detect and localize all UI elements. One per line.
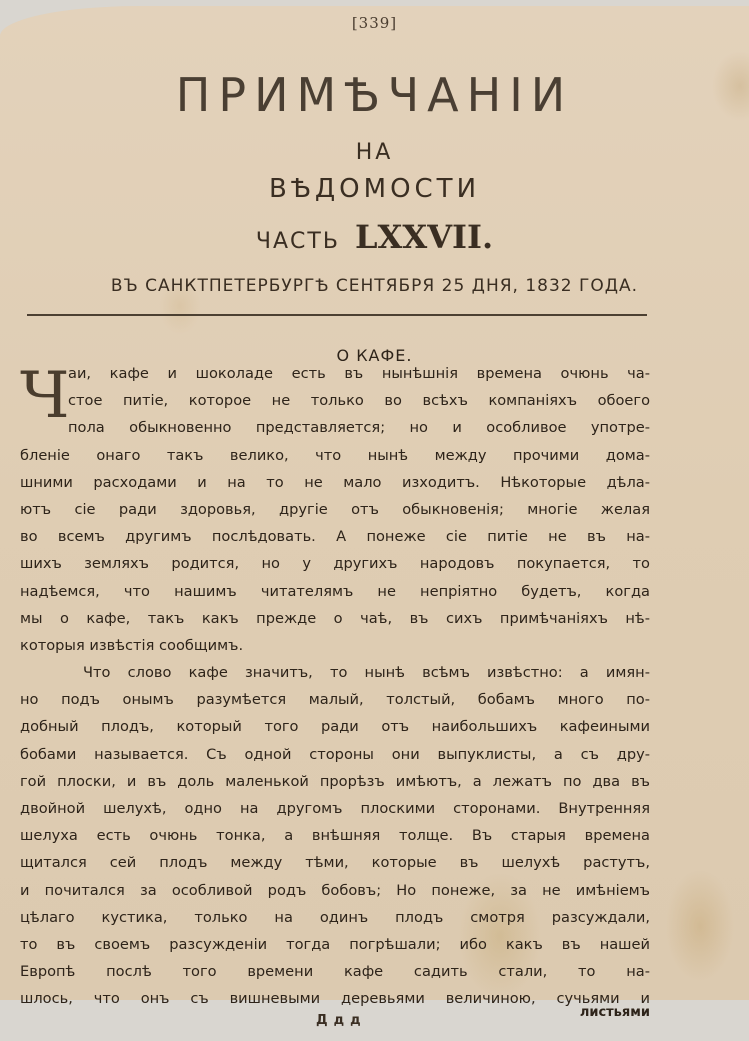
paragraph-2 — [20, 659, 650, 1012]
text-line: бобами называется. Съ одной стороны они выпуклисты, а съ дру- — [20, 745, 650, 763]
text-line: гой плоски, и въ доль маленькой прорѣзъ имѣютъ, а лежатъ по два въ — [20, 772, 650, 790]
text-line: ютъ сіе ради здоровья, другіе отъ обыкновенія; многіе желая — [20, 500, 650, 518]
text-line: мы о кафе, такъ какъ прежде о чаѣ, въ сихъ примѣчаніяхъ нѣ- — [20, 609, 650, 627]
page-title: ПРИМѢЧАНІИ — [175, 68, 574, 122]
drop-cap: Ч — [20, 359, 70, 433]
text-line: добный плодъ, который того ради отъ наибольшихъ кафеиными — [20, 718, 650, 736]
page-footer — [20, 1004, 650, 1041]
paragraph-1 — [20, 360, 650, 659]
text-line: цѣлаго кустика, только на одинъ плодъ смотря разсуждали, — [20, 908, 650, 926]
document-page — [0, 6, 749, 1028]
text-line: и почитался за особливой родъ бобовъ; Но понеже, за не имѣніемъ — [20, 881, 650, 899]
text-line: пола обыкновенно представляется; но и особливое употре- — [68, 419, 650, 437]
text-line: надѣемся, что нашимъ читателямъ не непріятно будетъ, когда — [20, 582, 650, 600]
text-line: то въ своемъ разсужденіи тогда погрѣшали; ибо какъ въ нашей — [20, 935, 650, 953]
text-line: которыя извѣстія сообщимъ. — [20, 636, 244, 654]
text-line: двойной шелухѣ, одно на другомъ плоскими сторонами. Внутренняя — [20, 800, 650, 817]
text-line: аи, кафе и шоколаде есть въ нынѣшнія времена очюнь ча- — [68, 365, 650, 382]
text-line: шихъ земляхъ родится, но у другихъ народовъ покупается, то — [20, 555, 650, 573]
subtitle-on: НА — [355, 140, 394, 165]
header-rule — [27, 314, 647, 316]
text-line: шними расходами и на то не мало изходитъ. Нѣкоторые дѣла- — [20, 473, 650, 491]
subtitle-vedomosti: ВѢДОМОСТИ — [268, 174, 481, 204]
text-line: бленіе онаго такъ велико, что нынѣ между прочими дома- — [20, 446, 650, 464]
text-line: во всемъ другимъ послѣдовать. А понеже сіе питіе не въ на- — [20, 528, 650, 546]
text-line: шлось, что онъ съ вишневыми деревьями величиною, сучьями и — [20, 990, 650, 1008]
text-line: щитался сей плодъ между тѣми, которые въ шелухѣ растутъ, — [20, 854, 650, 872]
text-line: Что слово кафе значитъ, то нынѣ всѣмъ извѣстно: а имян- — [83, 664, 650, 682]
section-title: О КАФЕ. — [336, 346, 413, 365]
text-line: но подъ онымъ разумѣется малый, толстый, бобамъ много по- — [20, 691, 650, 709]
catchword: листьями — [579, 1004, 650, 1020]
page-number: [339] — [351, 14, 398, 32]
part-label: ЧАСТЬ — [255, 229, 340, 254]
part-number: LXXVII. — [355, 218, 494, 256]
text-line: Европѣ послѣ того времени кафе садить стали, то на- — [20, 963, 650, 981]
signature-mark: Ддд — [316, 1012, 367, 1028]
dateline: ВЪ САНКТПЕТЕРБУРГѢ СЕНТЯБРЯ 25 ДНЯ, 1832 ГОДА. — [110, 276, 639, 296]
text-line: стое питіе, которое не только во всѣхъ компаніяхъ обоего — [68, 392, 650, 410]
text-line: шелуха есть очюнь тонка, а внѣшняя толще. Въ старыя времена — [20, 827, 650, 845]
article-body — [20, 360, 650, 1041]
part-heading — [0, 218, 749, 256]
